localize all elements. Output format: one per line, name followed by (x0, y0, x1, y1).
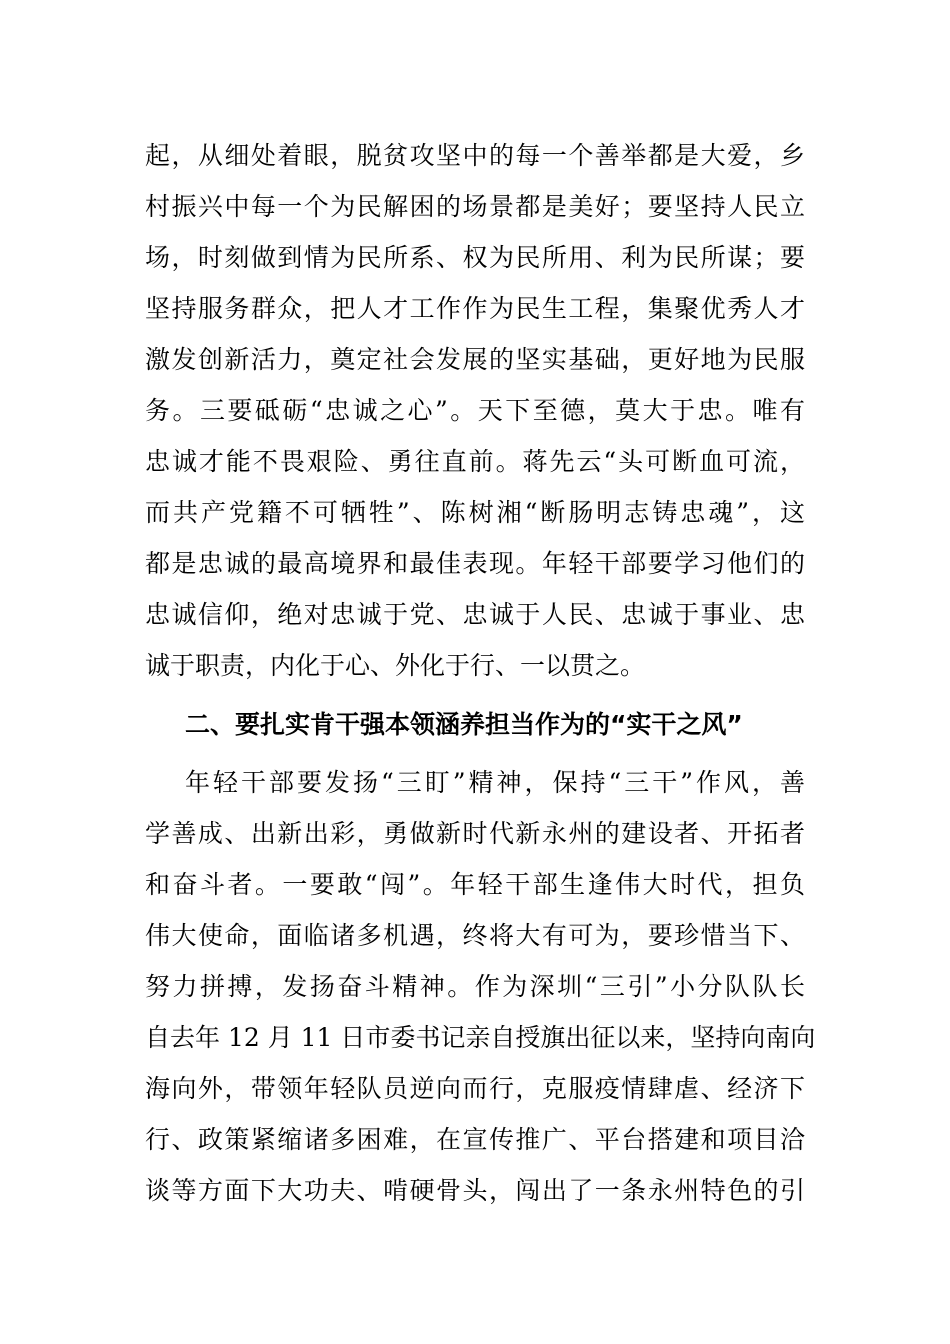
document-body (145, 130, 816, 1216)
paragraph-line: 都是忠诚的最高境界和最佳表现。年轻干部要学习他们的 (145, 549, 805, 578)
paragraph-2 (145, 757, 816, 1216)
paragraph-line: 忠诚信仰，绝对忠诚于党、忠诚于人民、忠诚于事业、忠 (145, 600, 805, 629)
paragraph-line: 行、政策紧缩诸多困难，在宣传推广、平台搭建和项目洽 (145, 1125, 805, 1154)
paragraph-line: 学善成、出新出彩，勇做新时代新永州的建设者、开拓者 (145, 819, 805, 848)
paragraph-line: 和奋斗者。一要敢“闯”。年轻干部生逢伟大时代，担负 (145, 870, 805, 899)
paragraph-line: 激发创新活力，奠定社会发展的坚实基础，更好地为民服 (145, 345, 805, 374)
paragraph-line: 忠诚才能不畏艰险、勇往直前。蒋先云“头可断血可流， (145, 447, 805, 476)
paragraph-1 (145, 130, 805, 691)
paragraph-line: 诚于职责，内化于心、外化于行、一以贯之。 (145, 651, 646, 680)
paragraph-line: 海向外，带领年轻队员逆向而行，克服疫情肆虐、经济下 (145, 1074, 805, 1103)
section-heading: 二、要扎实肯干强本领涵养担当作为的“实干之风” (185, 710, 743, 739)
paragraph-line: 起，从细处着眼，脱贫攻坚中的每一个善举都是大爱，乡 (145, 141, 805, 170)
paragraph-line: 自去年 12 月 11 日市委书记亲自授旗出征以来，坚持向南向 (145, 1023, 816, 1052)
paragraph-line: 务。三要砥砺“忠诚之心”。天下至德，莫大于忠。唯有 (145, 396, 805, 425)
paragraph-line: 而共产党籍不可牺牲”、陈树湘“断肠明志铸忠魂”，这 (145, 498, 805, 527)
paragraph-line: 坚持服务群众，把人才工作作为民生工程，集聚优秀人才 (145, 294, 805, 323)
paragraph-line: 伟大使命，面临诸多机遇，终将大有可为，要珍惜当下、 (145, 921, 805, 950)
paragraph-line: 年轻干部要发扬“三盯”精神，保持“三干”作风，善 (185, 768, 805, 797)
paragraph-line: 努力拼搏，发扬奋斗精神。作为深圳“三引”小分队队长 (145, 972, 805, 1001)
paragraph-line: 场，时刻做到情为民所系、权为民所用、利为民所谋；要 (145, 243, 805, 272)
paragraph-line: 村振兴中每一个为民解困的场景都是美好；要坚持人民立 (145, 192, 805, 221)
paragraph-line: 谈等方面下大功夫、啃硬骨头，闯出了一条永州特色的引 (145, 1176, 805, 1205)
